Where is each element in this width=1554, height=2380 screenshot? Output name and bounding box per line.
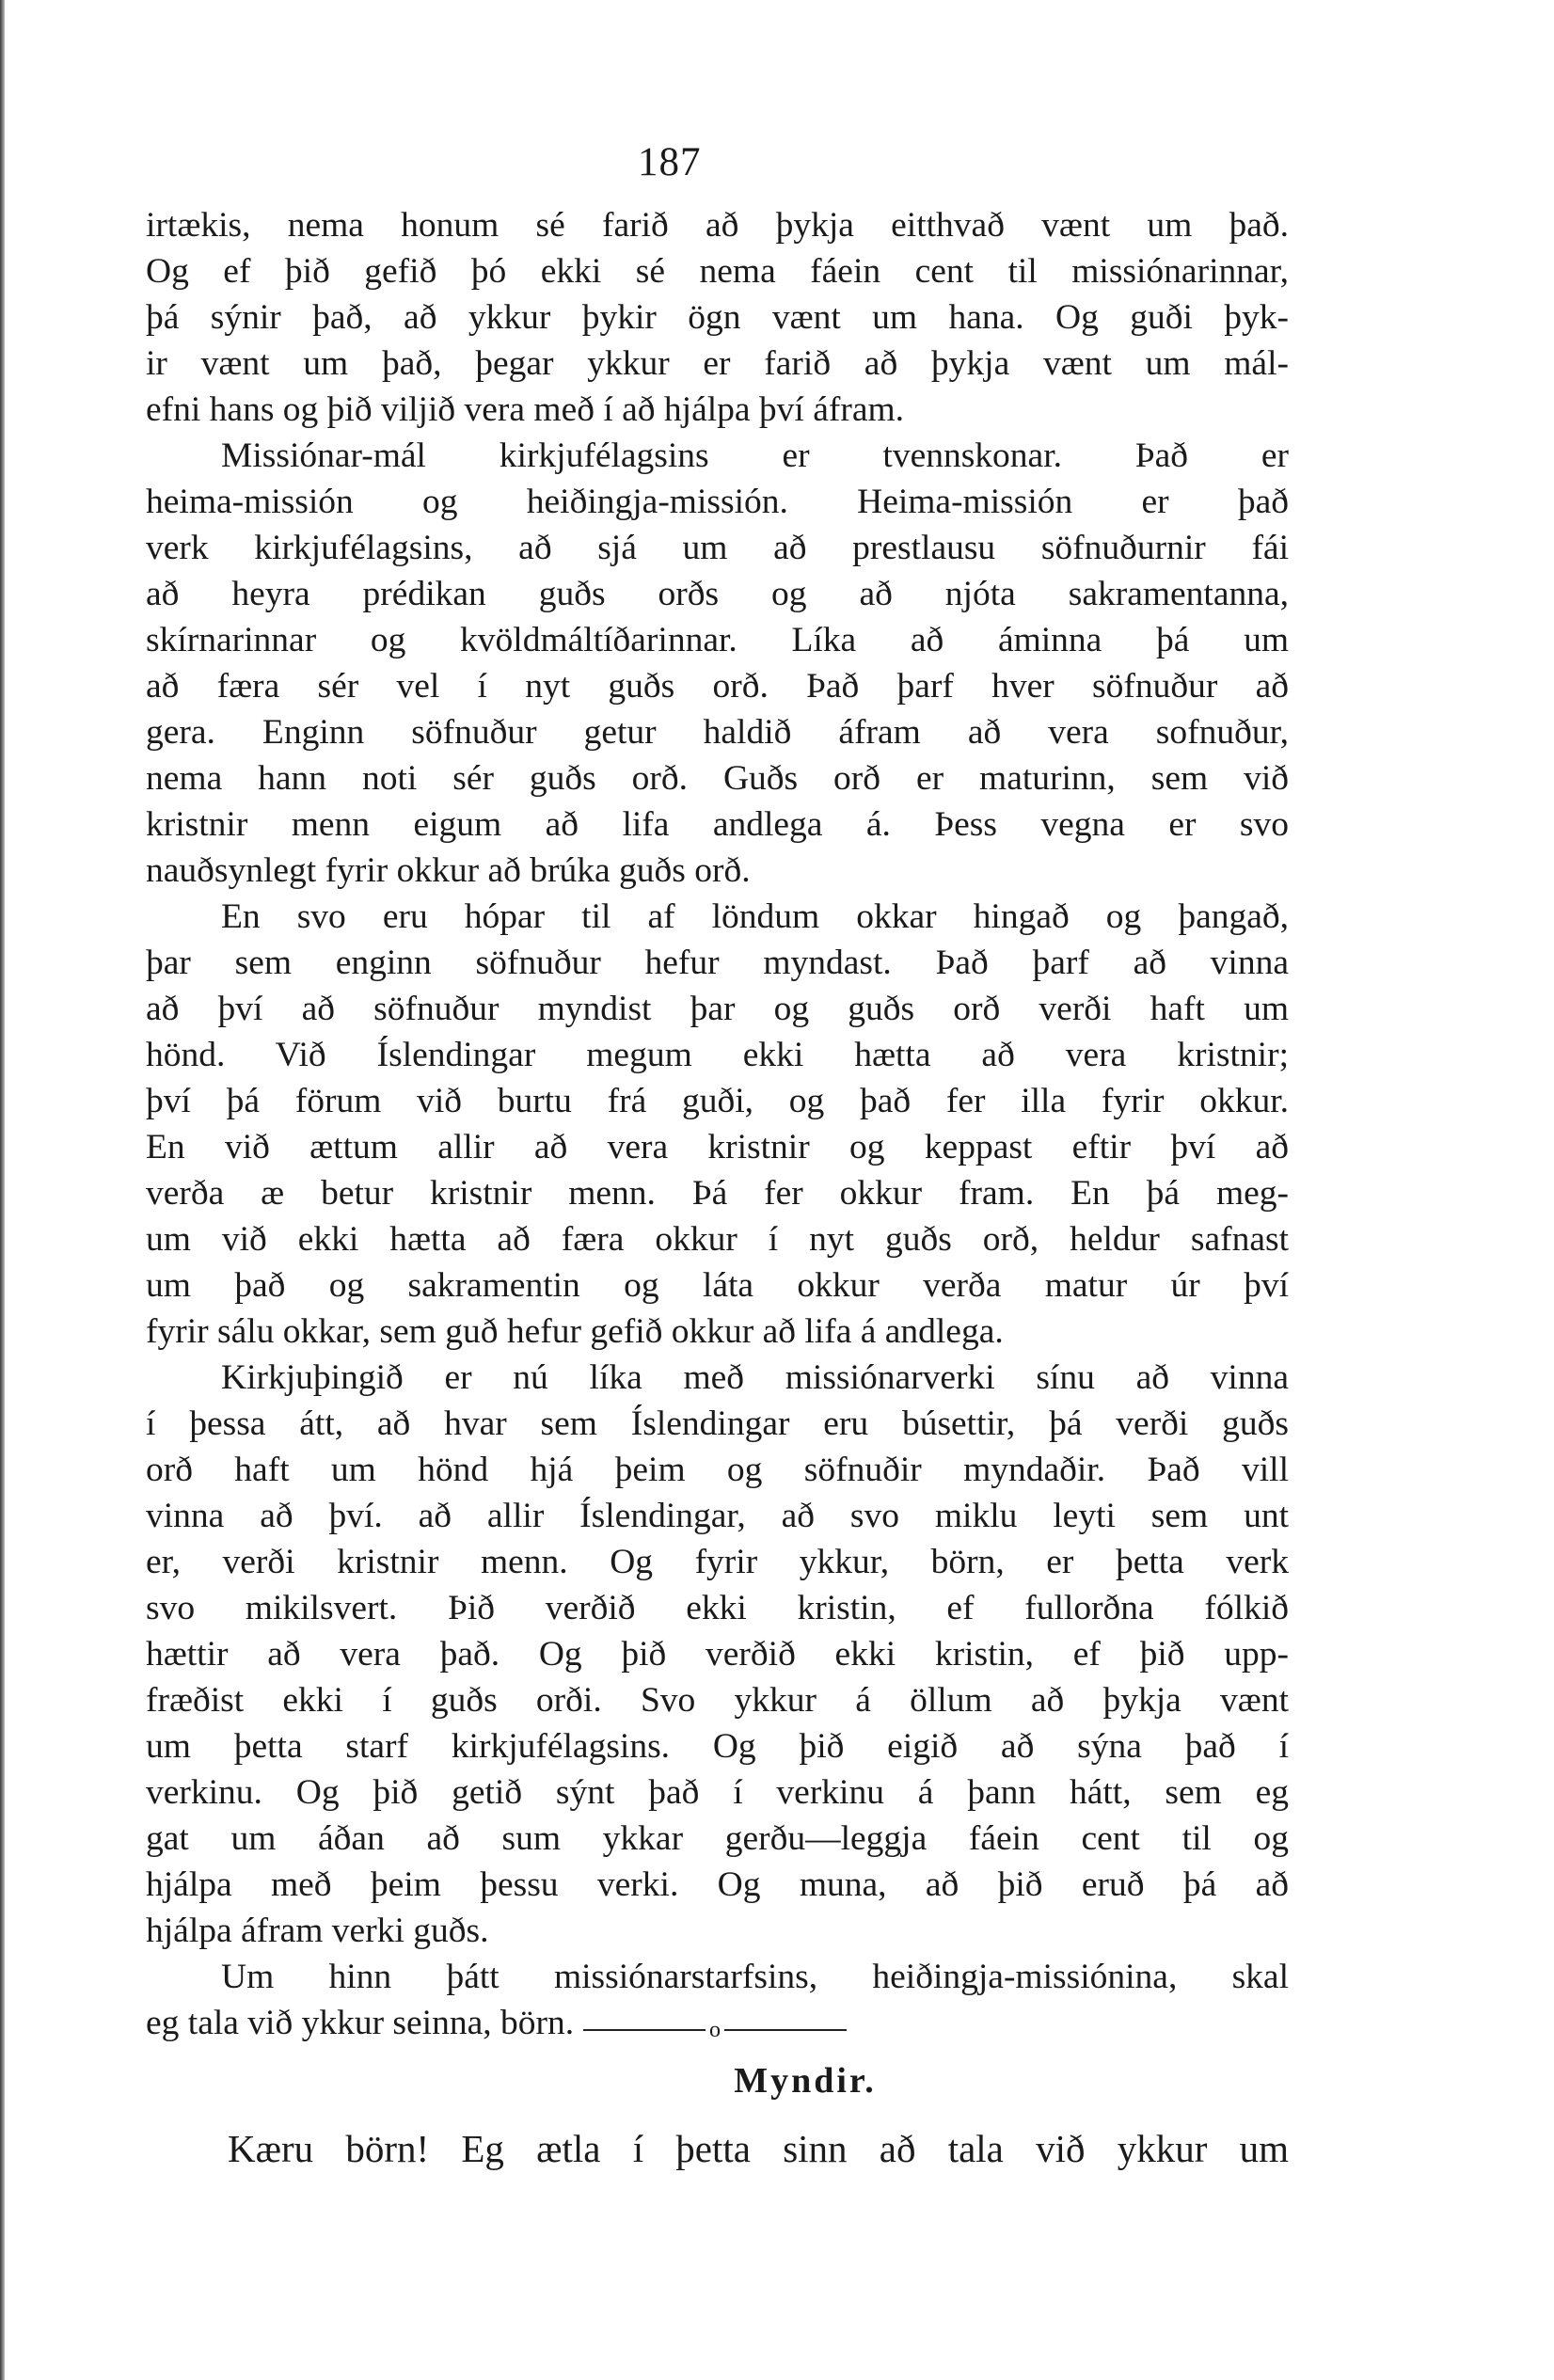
text-line: verk kirkjufélagsins, að sjá um að prestlausu söfnuðurnir fái — [146, 529, 1289, 567]
text-line: er, verði kristnir menn. Og fyrir ykkur, börn, er þetta verk — [146, 1543, 1289, 1581]
text-line: svo mikilsvert. Þið verðið ekki kristin, ef fullorðna fólkið — [146, 1589, 1289, 1627]
text-line: verkinu. Og þið getið sýnt það í verkinu á þann hátt, sem eg — [146, 1773, 1289, 1812]
body-text — [146, 202, 1289, 2046]
text-line: Kæru börn! Eg ætla í þetta sinn að tala við ykkur um — [228, 2127, 1289, 2170]
text-line: um það og sakramentin og láta okkur verða matur úr því — [146, 1266, 1289, 1305]
text-line: skírnarinnar og kvöldmáltíðarinnar. Líka að áminna þá um — [146, 621, 1289, 659]
text-line: um við ekki hætta að færa okkur í nyt guðs orð, heldur safnast — [146, 1220, 1289, 1259]
text-line: Kirkjuþingið er nú líka með missiónarverki sínu að vinna — [221, 1358, 1289, 1397]
text-line: Um hinn þátt missiónarstarfsins, heiðingja-missiónina, skal — [221, 1958, 1289, 1996]
text-line: hjálpa áfram verki guðs. — [146, 1912, 489, 1950]
section-heading: Myndir. — [734, 2061, 877, 2101]
text-line: nauðsynlegt fyrir okkur að brúka guðs orð. — [146, 851, 751, 890]
text-line: að því að söfnuður myndist þar og guðs orð verði haft um — [146, 990, 1289, 1028]
text-line: orð haft um hönd hjá þeim og söfnuðir myndaðir. Það vill — [146, 1451, 1289, 1489]
separator-rule-left — [583, 2029, 706, 2031]
page-number: 187 — [638, 140, 702, 184]
text-line: hönd. Við Íslendingar megum ekki hætta að vera kristnir; — [146, 1036, 1289, 1074]
separator-mark: o — [709, 2018, 721, 2042]
text-line: hjálpa með þeim þessu verki. Og muna, að þið eruð þá að — [146, 1865, 1289, 1904]
text-line: verða æ betur kristnir menn. Þá fer okkur fram. En þá meg- — [146, 1174, 1289, 1213]
text-line: efni hans og þið viljið vera með í að hjálpa því áfram. — [146, 390, 905, 429]
text-line: fræðist ekki í guðs orði. Svo ykkur á öllum að þykja vænt — [146, 1681, 1289, 1720]
text-line: því þá förum við burtu frá guði, og það fer illa fyrir okkur. — [146, 1082, 1289, 1120]
text-line: nema hann noti sér guðs orð. Guðs orð er maturinn, sem við — [146, 759, 1289, 798]
page-edge-shadow — [0, 0, 5, 2380]
separator-rule-right — [724, 2029, 847, 2031]
text-line: En svo eru hópar til af löndum okkar hingað og þangað, — [221, 897, 1289, 936]
text-line: heima-missión og heiðingja-missión. Heima-missión er það — [146, 483, 1289, 521]
text-line: þar sem enginn söfnuður hefur myndast. Það þarf að vinna — [146, 944, 1289, 982]
text-line: ir vænt um það, þegar ykkur er farið að þykja vænt um mál- — [146, 344, 1289, 383]
text-line: hættir að vera það. Og þið verðið ekki kristin, ef þið upp- — [146, 1635, 1289, 1674]
text-line: eg tala við ykkur seinna, börn. — [146, 2004, 575, 2042]
text-line: gera. Enginn söfnuður getur haldið áfram að vera sofnuður, — [146, 713, 1289, 752]
text-line: um þetta starf kirkjufélagsins. Og þið eigið að sýna það í — [146, 1727, 1289, 1766]
text-line: Og ef þið gefið þó ekki sé nema fáein cent til missiónarinnar, — [146, 252, 1289, 291]
text-line: vinna að því. að allir Íslendingar, að svo miklu leyti sem unt — [146, 1497, 1289, 1535]
text-line: gat um áðan að sum ykkar gerðu—leggja fáein cent til og — [146, 1819, 1289, 1858]
text-line: í þessa átt, að hvar sem Íslendingar eru búsettir, þá verði guðs — [146, 1404, 1289, 1443]
section-separator — [583, 2016, 847, 2044]
text-line: fyrir sálu okkar, sem guð hefur gefið okkur að lifa á andlega. — [146, 1312, 1004, 1351]
text-line: að færa sér vel í nyt guðs orð. Það þarf hver söfnuður að — [146, 667, 1289, 706]
text-line: En við ættum allir að vera kristnir og keppast eftir því að — [146, 1128, 1289, 1166]
text-line: kristnir menn eigum að lifa andlega á. Þess vegna er svo — [146, 805, 1289, 844]
text-line: þá sýnir það, að ykkur þykir ögn vænt um hana. Og guði þyk- — [146, 298, 1289, 337]
text-line: að heyra prédikan guðs orðs og að njóta sakramentanna, — [146, 575, 1289, 613]
text-line: irtækis, nema honum sé farið að þykja eitthvað vænt um það. — [146, 206, 1289, 245]
text-line: Missiónar-mál kirkjufélagsins er tvennskonar. Það er — [221, 436, 1289, 475]
